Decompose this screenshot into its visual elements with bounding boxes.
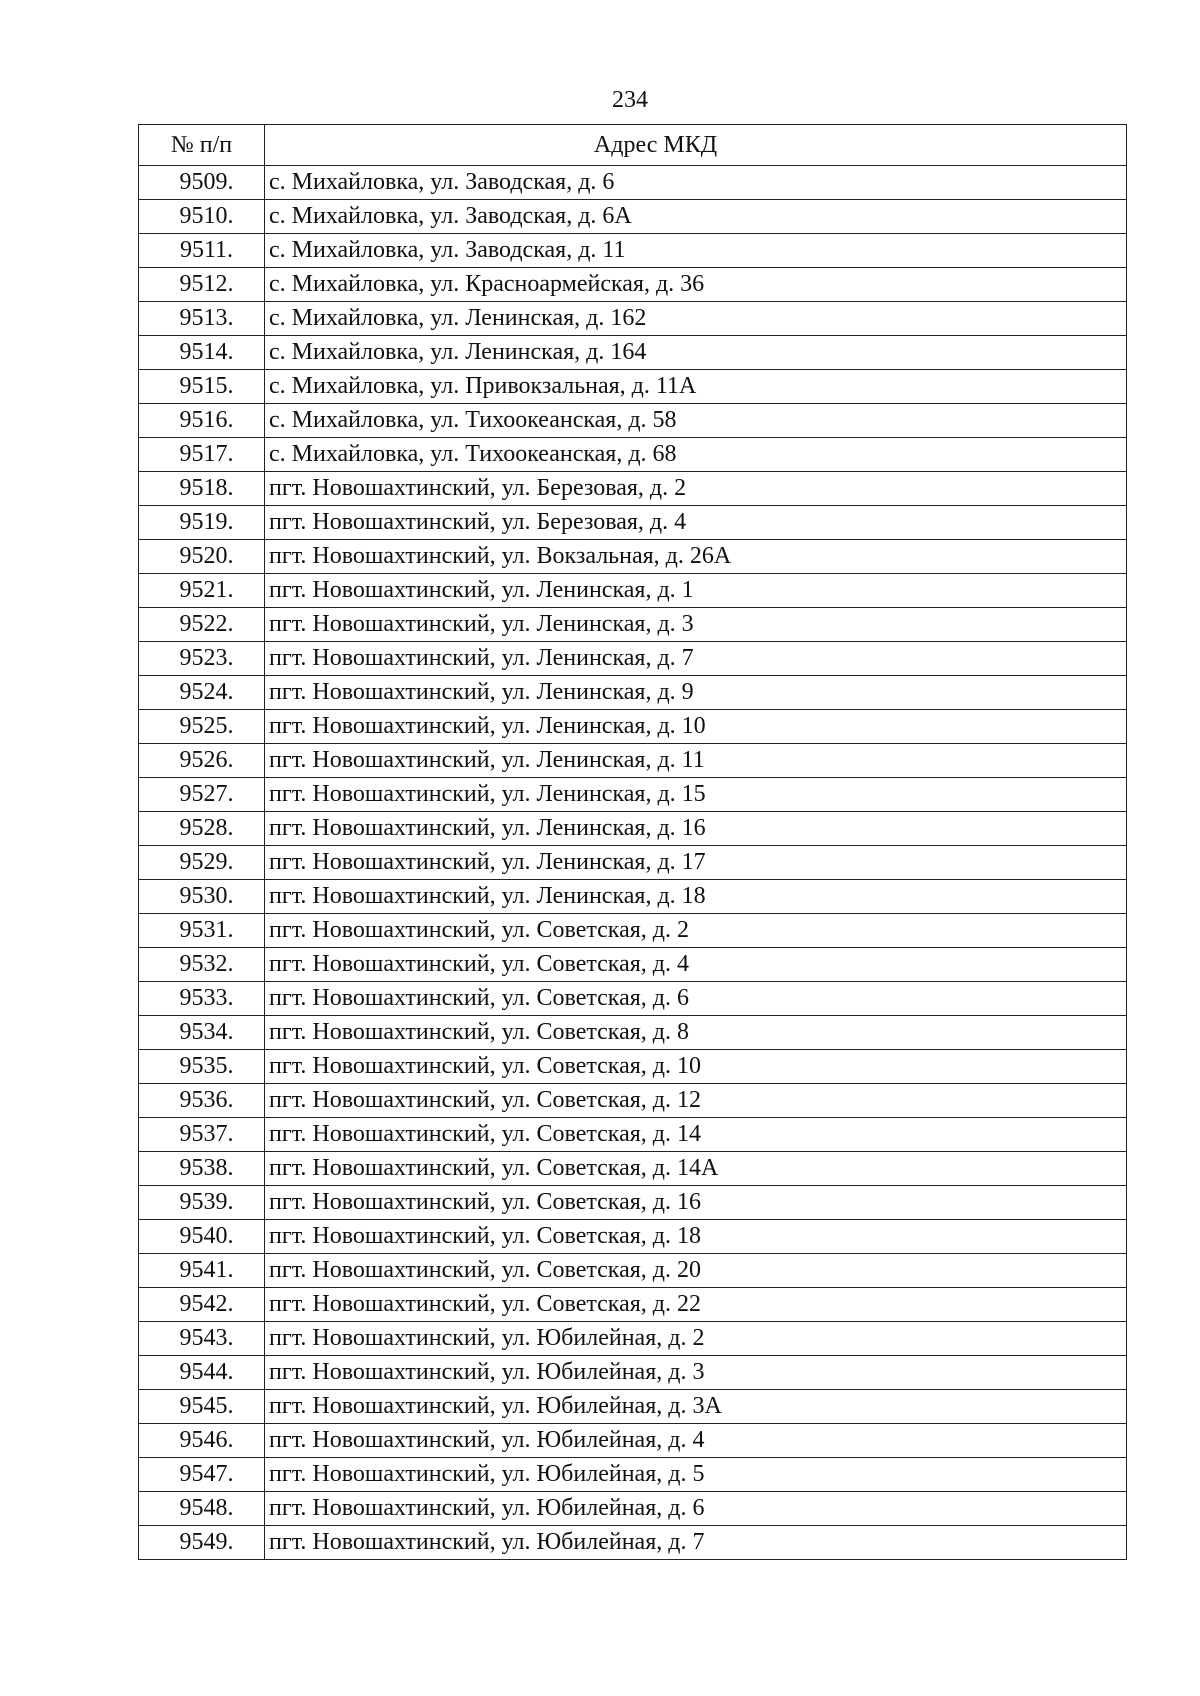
row-address: пгт. Новошахтинский, ул. Ленинская, д. 1 [265,574,1127,608]
row-number: 9529. [139,846,265,880]
row-address: с. Михайловка, ул. Заводская, д. 11 [265,234,1127,268]
row-number: 9534. [139,1016,265,1050]
table-row [139,676,1127,710]
table-row [139,1118,1127,1152]
row-number: 9518. [139,472,265,506]
row-number: 9524. [139,676,265,710]
table-row [139,1186,1127,1220]
page-number: 234 [612,87,648,113]
table-row [139,608,1127,642]
row-address: пгт. Новошахтинский, ул. Советская, д. 12 [265,1084,1127,1118]
row-number: 9530. [139,880,265,914]
row-number: 9541. [139,1254,265,1288]
table-row [139,540,1127,574]
table-row [139,812,1127,846]
row-address: с. Михайловка, ул. Тихоокеанская, д. 68 [265,438,1127,472]
row-number: 9540. [139,1220,265,1254]
table-row [139,200,1127,234]
row-number: 9512. [139,268,265,302]
table-row [139,234,1127,268]
row-address: пгт. Новошахтинский, ул. Ленинская, д. 15 [265,778,1127,812]
row-number: 9545. [139,1390,265,1424]
table-row [139,574,1127,608]
table-row [139,744,1127,778]
row-number: 9533. [139,982,265,1016]
row-number: 9548. [139,1492,265,1526]
row-address: пгт. Новошахтинский, ул. Ленинская, д. 10 [265,710,1127,744]
row-number: 9526. [139,744,265,778]
row-address: с. Михайловка, ул. Красноармейская, д. 36 [265,268,1127,302]
column-header-address: Адрес МКД [265,125,1127,166]
row-address: пгт. Новошахтинский, ул. Советская, д. 14А [265,1152,1127,1186]
table-row [139,1356,1127,1390]
table-row [139,166,1127,200]
row-address: пгт. Новошахтинский, ул. Березовая, д. 2 [265,472,1127,506]
table-row [139,1390,1127,1424]
row-number: 9514. [139,336,265,370]
table-row [139,642,1127,676]
row-number: 9542. [139,1288,265,1322]
row-address: с. Михайловка, ул. Заводская, д. 6 [265,166,1127,200]
table-row [139,336,1127,370]
row-address: пгт. Новошахтинский, ул. Юбилейная, д. 5 [265,1458,1127,1492]
row-address: с. Михайловка, ул. Ленинская, д. 164 [265,336,1127,370]
table-row [139,914,1127,948]
row-number: 9516. [139,404,265,438]
row-address: пгт. Новошахтинский, ул. Юбилейная, д. 4 [265,1424,1127,1458]
table-body [139,166,1127,1560]
row-number: 9522. [139,608,265,642]
table-row [139,710,1127,744]
table-row [139,1220,1127,1254]
row-number: 9527. [139,778,265,812]
table-row [139,268,1127,302]
row-number: 9525. [139,710,265,744]
row-address: пгт. Новошахтинский, ул. Ленинская, д. 7 [265,642,1127,676]
address-table [138,124,1127,1560]
row-number: 9538. [139,1152,265,1186]
table-row [139,846,1127,880]
row-number: 9543. [139,1322,265,1356]
row-number: 9546. [139,1424,265,1458]
table-row [139,982,1127,1016]
row-address: с. Михайловка, ул. Заводская, д. 6А [265,200,1127,234]
row-address: пгт. Новошахтинский, ул. Юбилейная, д. 3 [265,1356,1127,1390]
row-address: с. Михайловка, ул. Привокзальная, д. 11А [265,370,1127,404]
row-address: пгт. Новошахтинский, ул. Советская, д. 16 [265,1186,1127,1220]
table-row [139,880,1127,914]
row-address: пгт. Новошахтинский, ул. Советская, д. 4 [265,948,1127,982]
row-address: пгт. Новошахтинский, ул. Советская, д. 6 [265,982,1127,1016]
table-row [139,1016,1127,1050]
row-address: пгт. Новошахтинский, ул. Советская, д. 14 [265,1118,1127,1152]
row-number: 9513. [139,302,265,336]
row-address: с. Михайловка, ул. Ленинская, д. 162 [265,302,1127,336]
row-number: 9549. [139,1526,265,1560]
row-address: пгт. Новошахтинский, ул. Ленинская, д. 9 [265,676,1127,710]
row-address: пгт. Новошахтинский, ул. Вокзальная, д. 26А [265,540,1127,574]
row-address: пгт. Новошахтинский, ул. Советская, д. 8 [265,1016,1127,1050]
row-address: пгт. Новошахтинский, ул. Юбилейная, д. 3А [265,1390,1127,1424]
row-number: 9517. [139,438,265,472]
row-address: пгт. Новошахтинский, ул. Советская, д. 22 [265,1288,1127,1322]
table-row [139,1288,1127,1322]
row-number: 9528. [139,812,265,846]
row-number: 9531. [139,914,265,948]
table-row [139,1526,1127,1560]
row-address: пгт. Новошахтинский, ул. Советская, д. 20 [265,1254,1127,1288]
row-number: 9520. [139,540,265,574]
row-number: 9532. [139,948,265,982]
row-number: 9547. [139,1458,265,1492]
table-row [139,404,1127,438]
row-number: 9510. [139,200,265,234]
row-number: 9544. [139,1356,265,1390]
table-row [139,438,1127,472]
row-address: пгт. Новошахтинский, ул. Ленинская, д. 11 [265,744,1127,778]
row-number: 9509. [139,166,265,200]
row-number: 9511. [139,234,265,268]
row-address: пгт. Новошахтинский, ул. Ленинская, д. 3 [265,608,1127,642]
row-address: пгт. Новошахтинский, ул. Юбилейная, д. 2 [265,1322,1127,1356]
row-address: пгт. Новошахтинский, ул. Ленинская, д. 16 [265,812,1127,846]
row-number: 9535. [139,1050,265,1084]
row-address: пгт. Новошахтинский, ул. Ленинская, д. 18 [265,880,1127,914]
row-address: пгт. Новошахтинский, ул. Советская, д. 2 [265,914,1127,948]
row-number: 9519. [139,506,265,540]
table-row [139,948,1127,982]
table-row [139,1050,1127,1084]
row-number: 9523. [139,642,265,676]
row-number: 9537. [139,1118,265,1152]
table-row [139,506,1127,540]
table-row [139,1254,1127,1288]
table-header [139,125,1127,166]
table-row [139,1084,1127,1118]
row-address: пгт. Новошахтинский, ул. Юбилейная, д. 7 [265,1526,1127,1560]
row-number: 9521. [139,574,265,608]
table-row [139,472,1127,506]
row-address: с. Михайловка, ул. Тихоокеанская, д. 58 [265,404,1127,438]
table-row [139,1424,1127,1458]
row-address: пгт. Новошахтинский, ул. Советская, д. 10 [265,1050,1127,1084]
table-row [139,302,1127,336]
row-number: 9536. [139,1084,265,1118]
table-row [139,1458,1127,1492]
row-number: 9515. [139,370,265,404]
table-row [139,370,1127,404]
row-address: пгт. Новошахтинский, ул. Ленинская, д. 17 [265,846,1127,880]
column-header-number: № п/п [139,125,265,166]
table-row [139,1322,1127,1356]
row-address: пгт. Новошахтинский, ул. Юбилейная, д. 6 [265,1492,1127,1526]
row-address: пгт. Новошахтинский, ул. Советская, д. 18 [265,1220,1127,1254]
row-address: пгт. Новошахтинский, ул. Березовая, д. 4 [265,506,1127,540]
table-row [139,1152,1127,1186]
header-row [139,125,1127,166]
table-row [139,778,1127,812]
table-row [139,1492,1127,1526]
row-number: 9539. [139,1186,265,1220]
